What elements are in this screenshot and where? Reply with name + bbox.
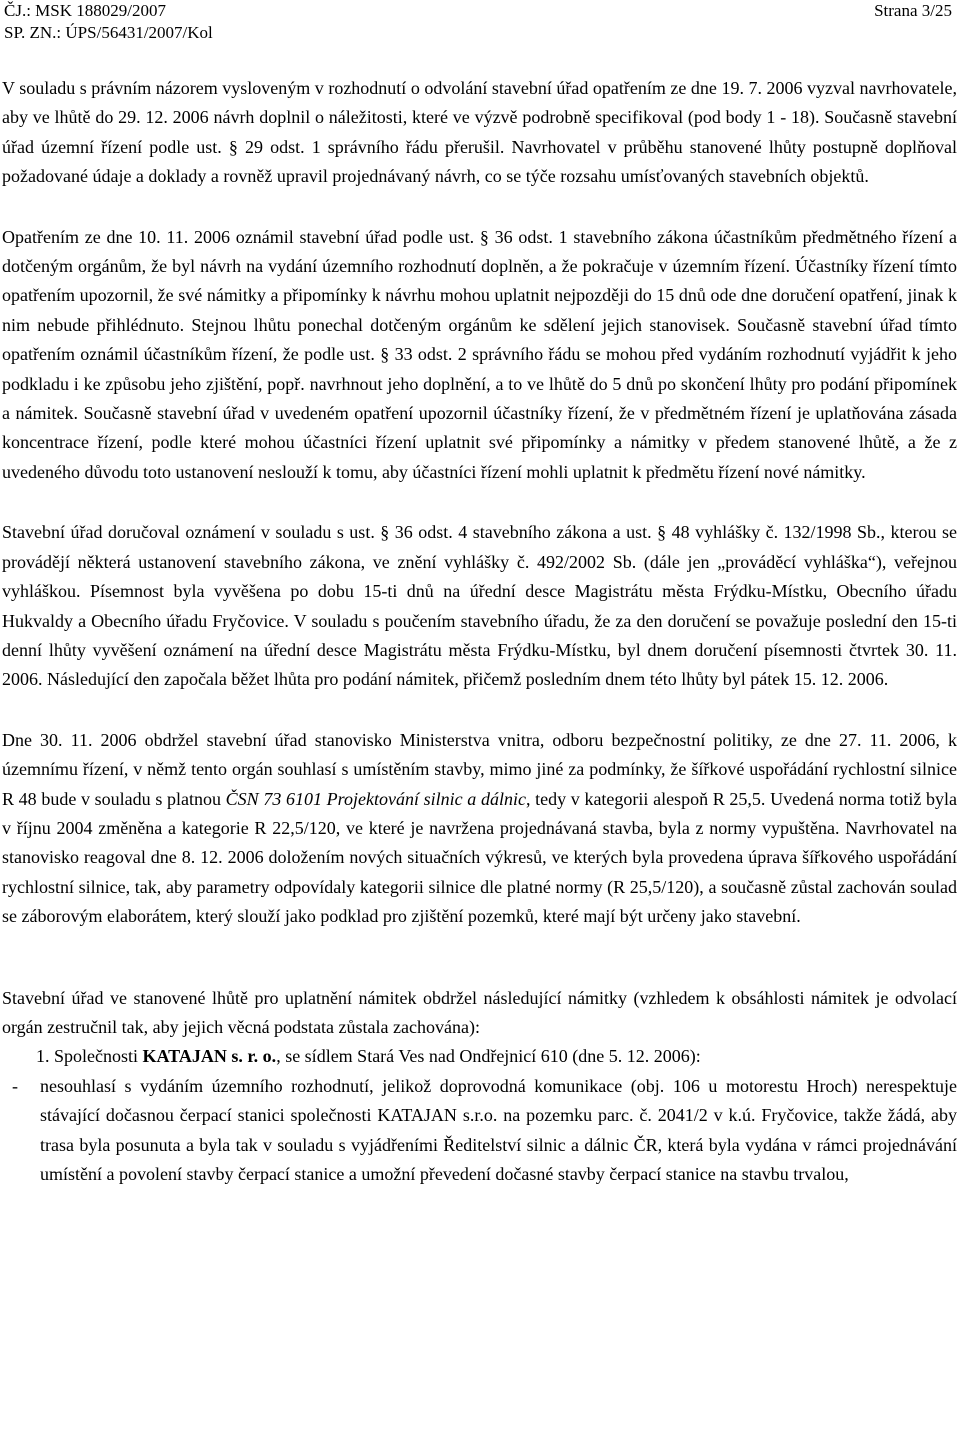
objection-point xyxy=(2,1072,957,1190)
objections-list xyxy=(2,1042,957,1189)
paragraph-interruption: V souladu s právním názorem vysloveným v rozhodnutí o odvolání stavební úřad opatřením ze dne 19. 7. 2006 vyzval navrhovatele, aby ve lhůtě do 29. 12. 2006 návrh doplnil o náležitosti, které ve výzvě podrobně specifikoval (pod body 1 - 18). Současně stavební úřad územní řízení podle ust. § 29 odst. 1 správního řádu přerušil. Navrhovatel v průběhu stanovené lhůty postupně doplňoval požadované údaje a doklady a rovněž upravil projednávaný návrh, co se týče rozsahu umísťovaných stavebních objektů. xyxy=(2,78,957,187)
list-item xyxy=(36,1042,957,1071)
paragraph-notification: Opatřením ze dne 10. 11. 2006 oznámil stavební úřad podle ust. § 36 odst. 1 stavebního zákona účastníkům předmětného řízení a dotčeným orgánům, že byl návrh na vydání územního rozhodnutí doplněn, a že pokračuje v územním řízení. Účastníky řízení tímto opatřením upozornil, že své námitky a připomínky k návrhu mohou uplatnit nejpozději do 15 dnů ode dne doručení opatření, jinak k nim nebude přihlédnuto. Stejnou lhůtu ponechal dotčeným orgánům ke sdělení jejich stanovisek. Současně stavební úřad tímto opatřením oznámil účastníkům řízení, že podle ust. § 33 odst. 2 správního řádu se mohou před vydáním rozhodnutí vyjádřit k jeho podkladu i ke způsobu jeho zjištění, popř. navrhnout jeho doplnění, a to ve lhůtě do 5 dnů po skončení lhůty pro podání připomínek a námitek. Současně stavební úřad v uvedeném opatření upozornil účastníky řízení, že v předmětném řízení je uplatňována zásada koncentrace řízení, podle které mohou účastníci řízení uplatnit své připomínky a námitky v předem stanovené lhůtě, a že z uvedeného důvodu toto ustanovení neslouží k tomu, aby účastníci řízení mohli uplatnit k předmětu řízení nové námitky. xyxy=(2,226,957,482)
ministry-text-a: Dne 30. 11. 2006 obdržel stavební úřad stanovisko Ministerstva vnitra, odboru bezpečnostní politiky, ze dne 27. 11. 2006, k územnímu řízení, v němž tento orgán souhlasí s umístěním stavby, mimo jiné za podmínky, že šířkové uspořádání rychlostní silnice R 48 bude v souladu s platnou xyxy=(2,729,957,809)
paragraph-delivery: Stavební úřad doručoval oznámení v souladu s ust. § 36 odst. 4 stavebního zákona a ust. § 48 vyhlášky č. 132/1998 Sb., kterou se provádějí některá ustanovení stavebního zákona, ve znění vyhlášky č. 492/2002 Sb. (dále jen „prováděcí vyhláška“), veřejnou vyhláškou. Písemnost byla vyvěšena po dobu 15-ti dnů na úřední desce Magistrátu města Frýdku-Místku, Obecního úřadu Hukvaldy a Obecního úřadu Fryčovice. V souladu s poučením stavebního úřadu, že za den doručení se považuje poslední den 15-ti denní lhůty vyvěšení oznámení na úřední desce Magistrátu města Frýdku-Místku, byl dnem doručení písemnosti čtvrtek 30. 11. 2006. Následující den započala běžet lhůta pro podání námitek, přičemž posledním dnem této lhůty byl pátek 15. 12. 2006. xyxy=(2,522,957,690)
page-header xyxy=(4,0,213,44)
paragraph-objections-intro: Stavební úřad ve stanovené lhůtě pro uplatnění námitek obdržel následující námitky (vzhledem k obsáhlosti námitek je odvolací orgán zestručnil tak, aby jejich věcná podstata zůstala zachována): xyxy=(2,987,957,1037)
list-item-prefix: Společnosti xyxy=(54,1046,143,1067)
paragraph-ministry-opinion xyxy=(2,726,957,932)
list-item-number: 1. xyxy=(36,1046,50,1067)
page-number: Strana 3/25 xyxy=(874,1,952,20)
objection-text: nesouhlasí s vydáním územního rozhodnutí, jelikož doprovodná komunikace (obj. 106 u motorestu Hroch) nerespektuje stávající dočasnou čerpací stanici společnosti KATAJAN s.r.o. na pozemku parc. č. 2041/2 v k.ú. Fryčovice, takže žádá, aby trasa byla posunuta a byla tak v souladu s vyjádřeními Ředitelství silnic a dálnic ČR, která byla vydána v rámci projednávání umístění a povolení stavby čerpací stanice a umožní převedení dočasné stavby čerpací stanice na stavbu trvalou, xyxy=(40,1075,957,1184)
file-mark: SP. ZN.: ÚPS/56431/2007/Kol xyxy=(4,23,213,42)
list-item-suffix: , se sídlem Stará Ves nad Ondřejnicí 610 (dne 5. 12. 2006): xyxy=(276,1046,701,1067)
reference-number: ČJ.: MSK 188029/2007 xyxy=(4,1,166,20)
standard-reference: ČSN 73 6101 Projektování silnic a dálnic xyxy=(225,788,526,809)
company-name: KATAJAN s. r. o. xyxy=(142,1046,277,1067)
ministry-text-b: , tedy v kategorii alespoň R 25,5. Uvedená norma totiž byla v říjnu 2004 změněna a kategorie R 22,5/120, ve které je navržena projednávaná stavba, byla z normy vypuštěna. Navrhovatel na stanovisko reagoval dne 8. 12. 2006 doložením nových situačních výkresů, ve kterých byla provedena úprava šířkového uspořádání rychlostní silnice, tak, aby parametry odpovídaly kategorii silnice dle platné normy (R 25,5/120), a současně zůstal zachován soulad se záborovým elaborátem, který slouží jako podklad pro zjištění pozemků, které mají být určeny jako stavební. xyxy=(2,788,957,927)
document-body xyxy=(2,74,957,1189)
dash-bullet: - xyxy=(12,1075,18,1096)
